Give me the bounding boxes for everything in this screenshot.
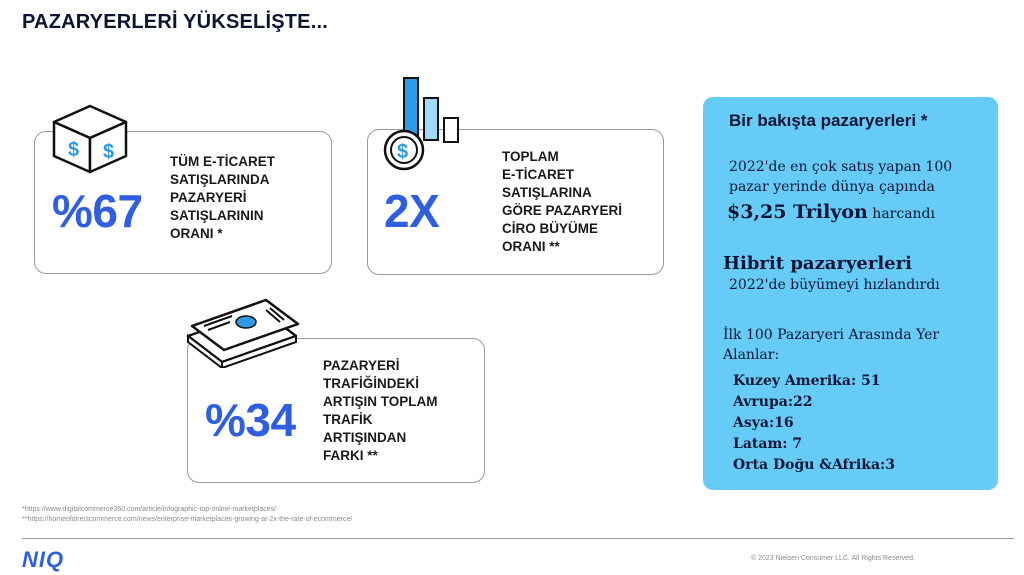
stat-description-67: TÜM E-TİCARET SATIŞLARINDA PAZARYERİ SATIŞLARININ ORANI * bbox=[170, 154, 275, 241]
panel-amount-line bbox=[727, 201, 935, 223]
svg-text:$: $ bbox=[397, 141, 409, 163]
region-item: Avrupa:22 bbox=[733, 394, 813, 410]
panel-top100-line-2: Alanlar: bbox=[723, 347, 780, 363]
region-item: Asya:16 bbox=[733, 415, 794, 431]
footnote-2[interactable]: **https://homeofdirectcommerce.com/news/enterprise-marketplaces-growing-at-2x-the-rate-of-ecommerce/ bbox=[22, 516, 353, 523]
stat-description-34: PAZARYERİ TRAFİĞİNDEKİ ARTIŞIN TOPLAM TRAFİK ARTIŞINDAN FARKI ** bbox=[323, 358, 438, 463]
footer-divider bbox=[22, 538, 1014, 539]
footnotes bbox=[22, 505, 352, 525]
money-box-icon bbox=[50, 102, 130, 174]
panel-hybrid-text: 2022'de büyümeyi hızlandırdı bbox=[729, 277, 940, 293]
panel-amount: $3,25 Trilyon bbox=[727, 201, 868, 223]
report-documents-icon bbox=[182, 296, 302, 368]
niq-logo: NIQ bbox=[22, 547, 65, 572]
panel-amount-suffix: harcandı bbox=[872, 206, 935, 222]
region-item: Latam: 7 bbox=[733, 436, 803, 452]
stat-value-2x: 2X bbox=[384, 185, 440, 237]
panel-heading: Bir bakışta pazaryerleri * bbox=[729, 111, 928, 130]
panel-spend-line-2: pazar yerinde dünya çapında bbox=[729, 179, 935, 195]
page-title: PAZARYERLERİ YÜKSELİŞTE... bbox=[22, 11, 328, 33]
marketplaces-at-a-glance-panel bbox=[703, 97, 998, 490]
region-item: Orta Doğu &Afrika:3 bbox=[733, 457, 895, 473]
stat-description-2x: TOPLAM E-TİCARET SATIŞLARINA GÖRE PAZARYERİ CİRO BÜYÜME ORANI ** bbox=[502, 149, 623, 254]
coin-bar-chart-icon bbox=[380, 74, 472, 174]
copyright: © 2023 Nielsen Consumer LLC. All Rights Reserved. bbox=[751, 555, 915, 562]
panel-hybrid-title: Hibrit pazaryerleri bbox=[723, 253, 912, 274]
panel-top100-line-1: İlk 100 Pazaryeri Arasında Yer bbox=[723, 327, 940, 343]
footnote-1[interactable]: *https://www.digitalcommerce360.com/article/infographic-top-online-marketplaces/ bbox=[22, 506, 277, 513]
region-item: Kuzey Amerika: 51 bbox=[733, 373, 881, 389]
svg-text:$: $ bbox=[103, 141, 115, 163]
panel-spend-line-1: 2022'de en çok satış yapan 100 bbox=[729, 159, 953, 175]
stat-value-67: %67 bbox=[52, 185, 143, 237]
stat-value-34: %34 bbox=[205, 394, 296, 446]
svg-text:$: $ bbox=[68, 139, 80, 161]
